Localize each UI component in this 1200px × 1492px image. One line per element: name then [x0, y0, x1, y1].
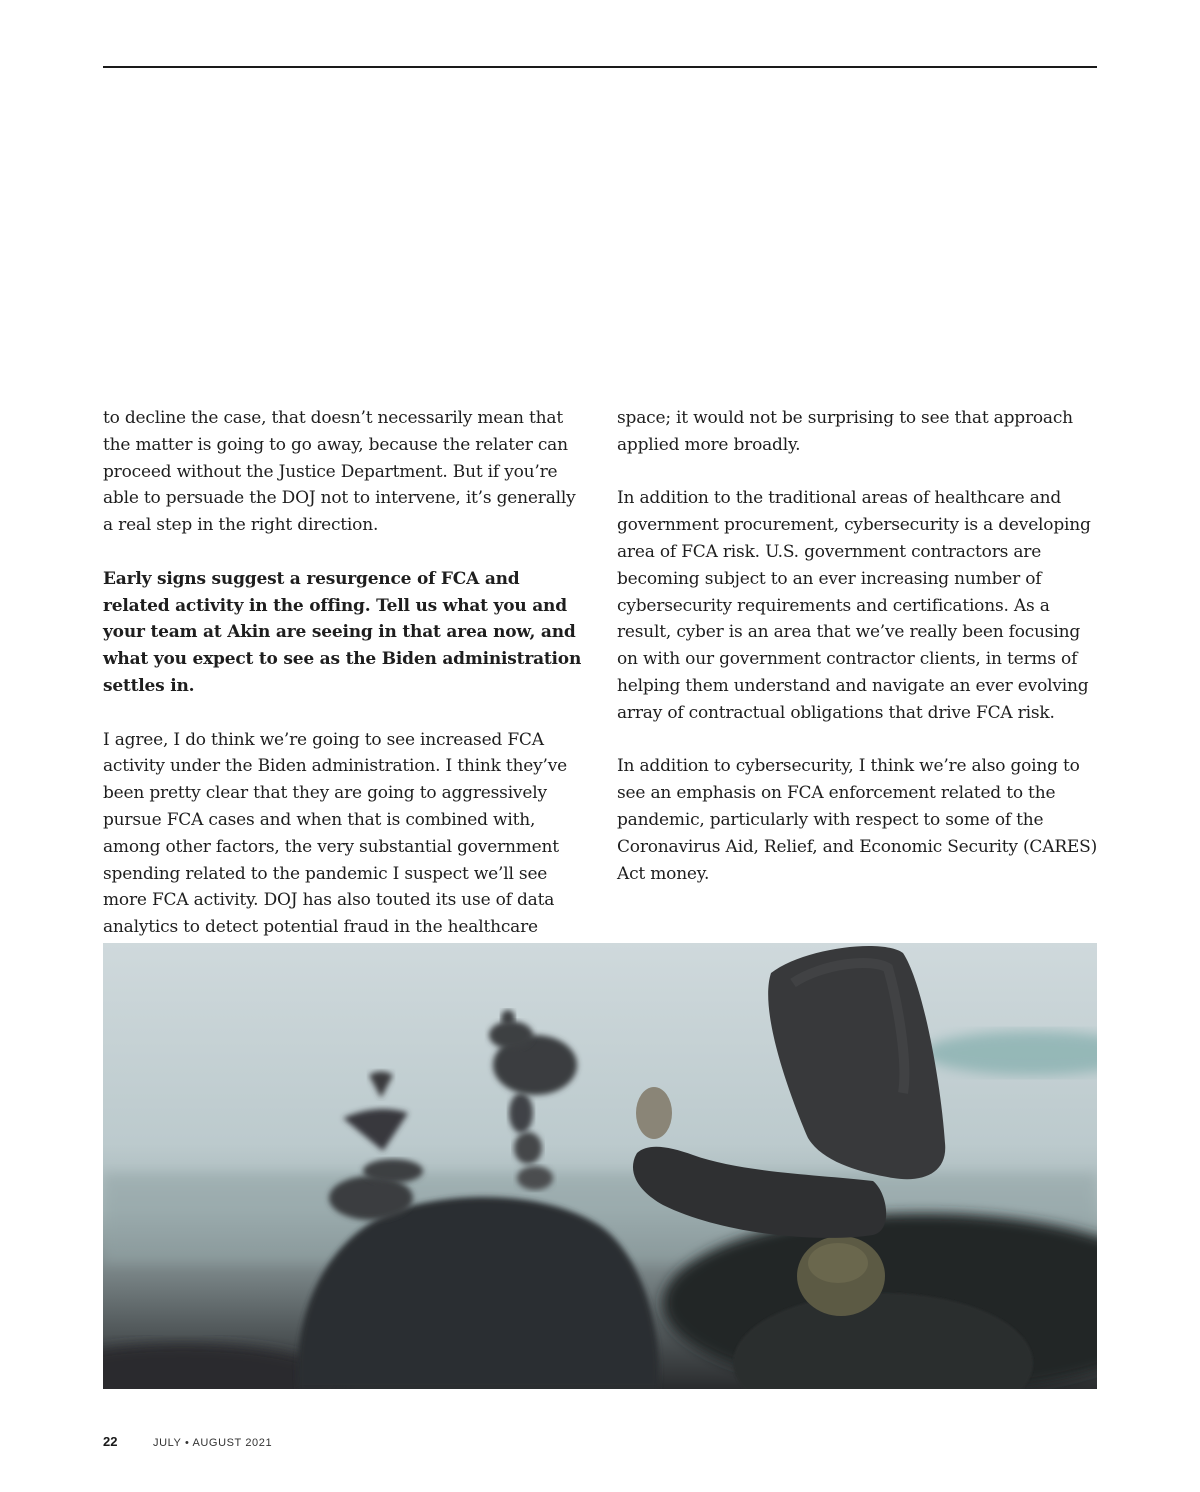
- top-rule: [103, 66, 1097, 68]
- right-paragraph-2: In addition to the traditional areas of healthcare and government procurement, cybersecurity is a developing area of FCA risk. U.S. government contractors are becoming subject to an ever increasing number of cybersecurity requirements and certifications. As a result, cyber is an area that we’ve really been focusing on with our government contractor clients, in terms of helping them understand and navigate an ever evolving array of contractual obligations that drive FCA risk.: [617, 488, 1091, 723]
- left-paragraph-2: I agree, I do think we’re going to see increased FCA activity under the Biden administration. I think they’ve been pretty clear that they are going to aggressively pursue FCA cases and when that is combined with, among other factors, the very substantial government spending related to the pandemic I suspect we’ll see more FCA activity. DOJ has also touted its use of data analytics to detect potential fraud in the healthcare: [103, 729, 567, 938]
- left-column: [103, 405, 587, 941]
- right-paragraph-1: space; it would not be surprising to see that approach applied more broadly.: [617, 408, 1073, 455]
- photo-illustration: [103, 943, 1097, 1389]
- right-column: [617, 405, 1105, 887]
- mid-cairn-stone-2: [514, 1132, 542, 1164]
- page-footer: [103, 1434, 272, 1449]
- left-paragraph-1: to decline the case, that doesn’t necessarily mean that the matter is going to go away, because the relater can proceed without the Justice Department. But if you’re able to persuade the DOJ not to intervene, it’s generally a real step in the right direction.: [103, 408, 576, 536]
- mid-cairn-stone-1: [517, 1166, 553, 1190]
- issue-date: JULY • AUGUST 2021: [153, 1437, 273, 1449]
- mid-cairn-stone-3: [509, 1093, 533, 1133]
- right-paragraph-3: In addition to cybersecurity, I think we’re also going to see an emphasis on FCA enforcement related to the pandemic, particularly with respect to some of the Coronavirus Aid, Relief, and Economic Security (CARES) Act money.: [617, 756, 1098, 884]
- mid-cairn-stone-6: [501, 1010, 515, 1026]
- far-cairn-stone-mid: [363, 1159, 423, 1183]
- main-cairn-pebble: [636, 1087, 672, 1139]
- mossy-stone-highlight: [808, 1243, 868, 1283]
- balanced-stones-photo: [103, 943, 1097, 1389]
- interview-question: Early signs suggest a resurgence of FCA and related activity in the offing. Tell us what you and your team at Akin are seeing in that area now, and what you expect to see as the Biden administration settles in.: [103, 568, 582, 696]
- page-number: 22: [103, 1434, 118, 1449]
